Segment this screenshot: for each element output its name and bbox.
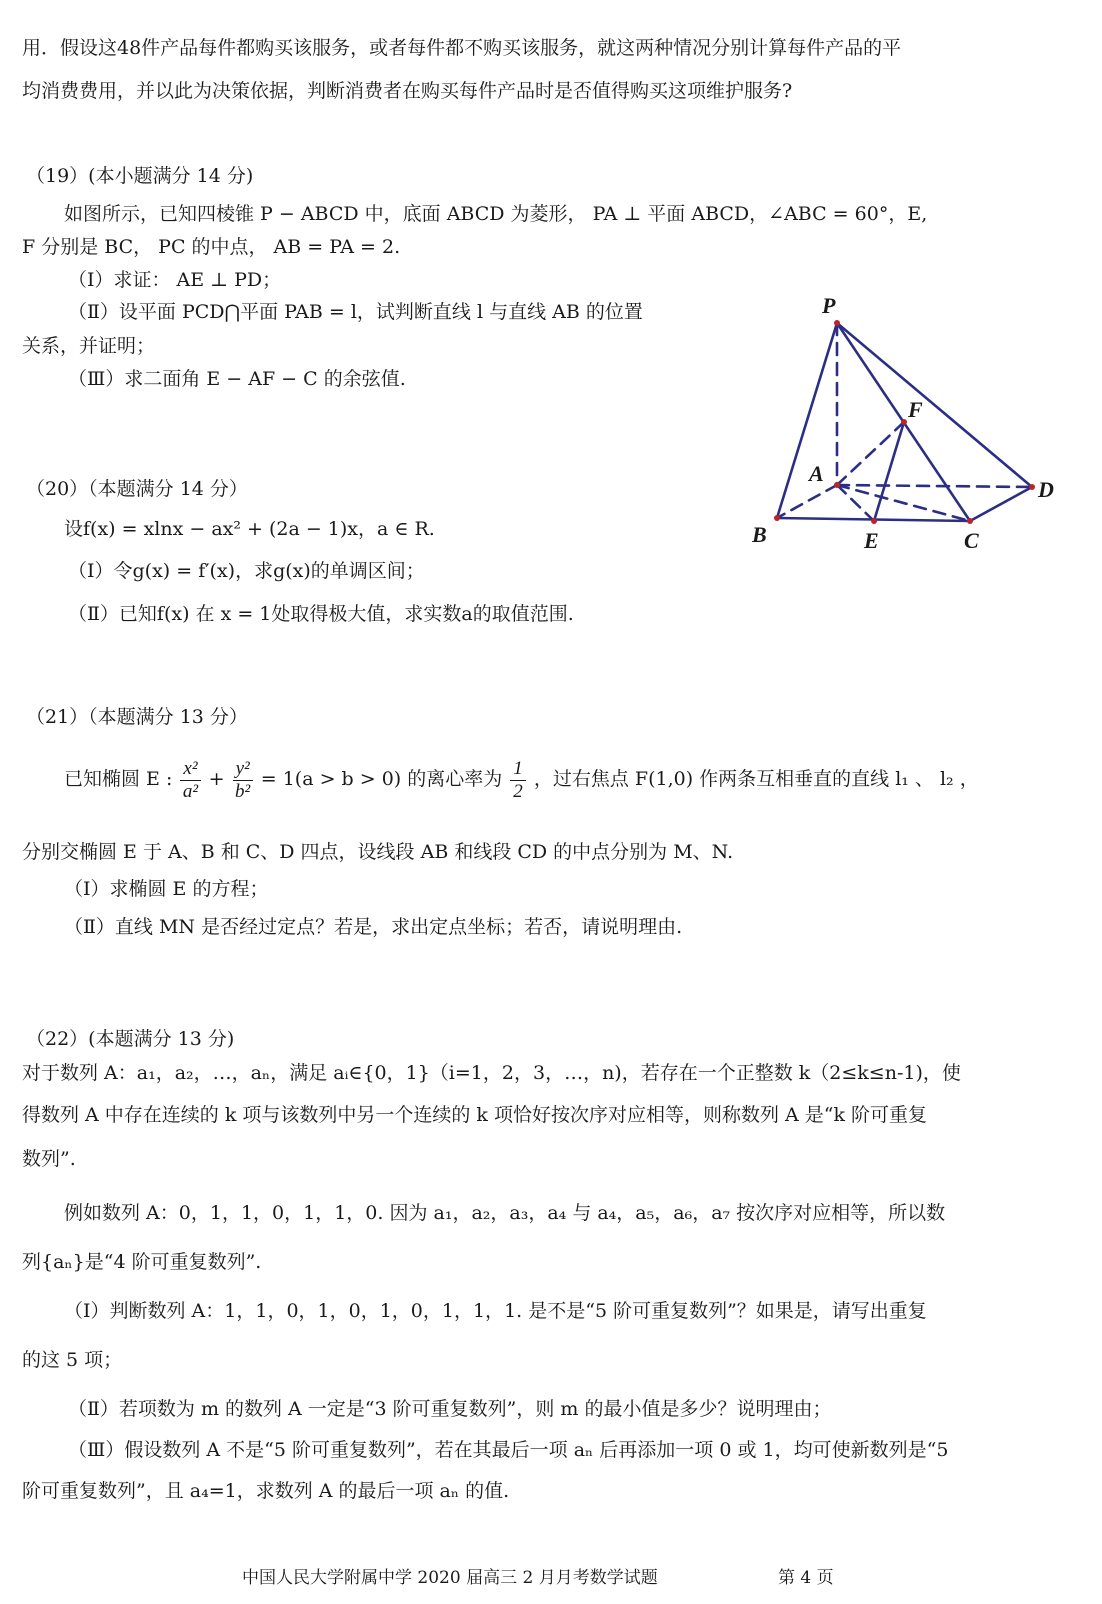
point-C xyxy=(967,518,973,524)
text-line: 阶可重复数列”，且 a₄=1，求数列 A 的最后一项 aₙ 的值. xyxy=(22,1480,510,1502)
text-line: （Ⅲ）求二面角 E − AF − C 的余弦值. xyxy=(68,368,406,390)
text-line: 得数列 A 中存在连续的 k 项与该数列中另一个连续的 k 项恰好按次序对应相等，则称数列 A 是“k 阶可重复 xyxy=(22,1104,928,1126)
pyramid-figure xyxy=(752,285,1072,565)
text-line: 的这 5 项； xyxy=(22,1349,123,1371)
text-line: （Ⅱ）直线 MN 是否经过定点？若是，求出定点坐标；若否，请说明理由. xyxy=(64,916,683,938)
text-line: （Ⅱ）设平面 PCD⋂平面 PAB = l，试判断直线 l 与直线 AB 的位置 xyxy=(68,301,643,323)
text-line: 分别交椭圆 E 于 A、B 和 C、D 四点，设线段 AB 和线段 CD 的中点分别为 M、N. xyxy=(22,841,734,863)
text-line: 设f(x) = xlnx − ax² + (2a − 1)x，a ∈ R. xyxy=(64,518,435,540)
label-A: A xyxy=(809,461,824,486)
point-F xyxy=(901,419,907,425)
text-span: ，过右焦点 F(1,0) 作两条互相垂直的直线 l₁ 、 l₂ ， xyxy=(533,768,979,790)
edge-CD xyxy=(970,487,1032,521)
text-line: （Ⅲ）假设数列 A 不是“5 阶可重复数列”，若在其最后一项 aₙ 后再添加一项 0 或 1，均可使新数列是“5 xyxy=(68,1439,949,1461)
point-P xyxy=(834,320,840,326)
figure-points xyxy=(774,320,1035,524)
footer-page-number: 第 4 页 xyxy=(778,1568,834,1588)
question-20-heading: （20）（本题满分 14 分） xyxy=(26,478,248,500)
text-line: 例如数列 A：0，1，1，0，1，1，0. 因为 a₁，a₂，a₃，a₄ 与 a₄，a₅，a₆，a₇ 按次序对应相等，所以数 xyxy=(64,1202,946,1224)
text-line: 关系，并证明； xyxy=(22,335,156,357)
text-line: 如图所示，已知四棱锥 P − ABCD 中，底面 ABCD 为菱形， PA ⊥ 平面 ABCD，∠ABC = 60°，E, xyxy=(64,203,928,225)
fraction: $\frac{1}{2}$ xyxy=(510,758,526,803)
footer-title: 中国人民大学附属中学 2020 届高三 2 月月考数学试题 xyxy=(242,1568,658,1588)
edge-PD xyxy=(837,323,1032,487)
label-P: P xyxy=(822,293,836,318)
text-line: （Ⅱ）已知f(x) 在 x = 1处取得极大值，求实数a的取值范围. xyxy=(68,603,574,625)
fraction: $\frac{\text{x²}}{\text{a²}}$ xyxy=(180,758,200,803)
text-line: （Ⅰ）求证： AE ⊥ PD； xyxy=(68,269,282,291)
point-A xyxy=(834,482,840,488)
text-line: F 分别是 BC， PC 的中点， AB = PA = 2. xyxy=(22,236,401,258)
text-line: 数列”. xyxy=(22,1148,76,1170)
text-line: （Ⅱ）若项数为 m 的数列 A 一定是“3 阶可重复数列”，则 m 的最小值是多少？说明理由； xyxy=(68,1398,832,1420)
point-D xyxy=(1029,484,1035,490)
text-span: + xyxy=(208,768,225,790)
point-B xyxy=(774,515,780,521)
text-line: （Ⅰ）求椭圆 E 的方程； xyxy=(64,878,269,900)
edge-AD-dashed xyxy=(837,485,1032,487)
text-line: 均消费费用，并以此为决策依据，判断消费者在购买每件产品时是否值得购买这项维护服务? xyxy=(22,80,793,102)
question-22-heading: （22）(本题满分 13 分) xyxy=(26,1028,235,1050)
label-B: B xyxy=(752,522,767,547)
ellipse-equation-line xyxy=(64,754,979,804)
text-line: 列{aₙ}是“4 阶可重复数列”. xyxy=(22,1251,262,1273)
text-line: 用．假设这48件产品每件都购买该服务，或者每件都不购买该服务，就这两种情况分别计算每件产品的平 xyxy=(22,37,902,59)
fraction: $\frac{\text{y²}}{\text{b²}}$ xyxy=(233,758,253,803)
label-C: C xyxy=(964,528,979,553)
text-line: （Ⅰ）判断数列 A：1，1，0，1，0，1，0，1，1，1. 是不是“5 阶可重复数列”？如果是，请写出重复 xyxy=(64,1300,927,1322)
text-span: 已知椭圆 E : xyxy=(64,768,173,790)
question-21-heading: （21）（本题满分 13 分） xyxy=(26,706,248,728)
label-F: F xyxy=(908,397,923,422)
label-D: D xyxy=(1038,477,1054,502)
point-E xyxy=(871,518,877,524)
question-19-heading: （19）(本小题满分 14 分) xyxy=(26,165,254,187)
text-line: 对于数列 A：a₁，a₂，…，aₙ，满足 aᵢ∈{0，1}（i=1，2，3，…，n)，若存在一个正整数 k（2≤k≤n-1)，使 xyxy=(22,1062,961,1084)
label-E: E xyxy=(864,528,879,553)
text-span: = 1(a > b > 0) 的离心率为 xyxy=(260,768,503,790)
text-line: （Ⅰ）令g(x) = f′(x)，求g(x)的单调区间； xyxy=(68,560,425,582)
